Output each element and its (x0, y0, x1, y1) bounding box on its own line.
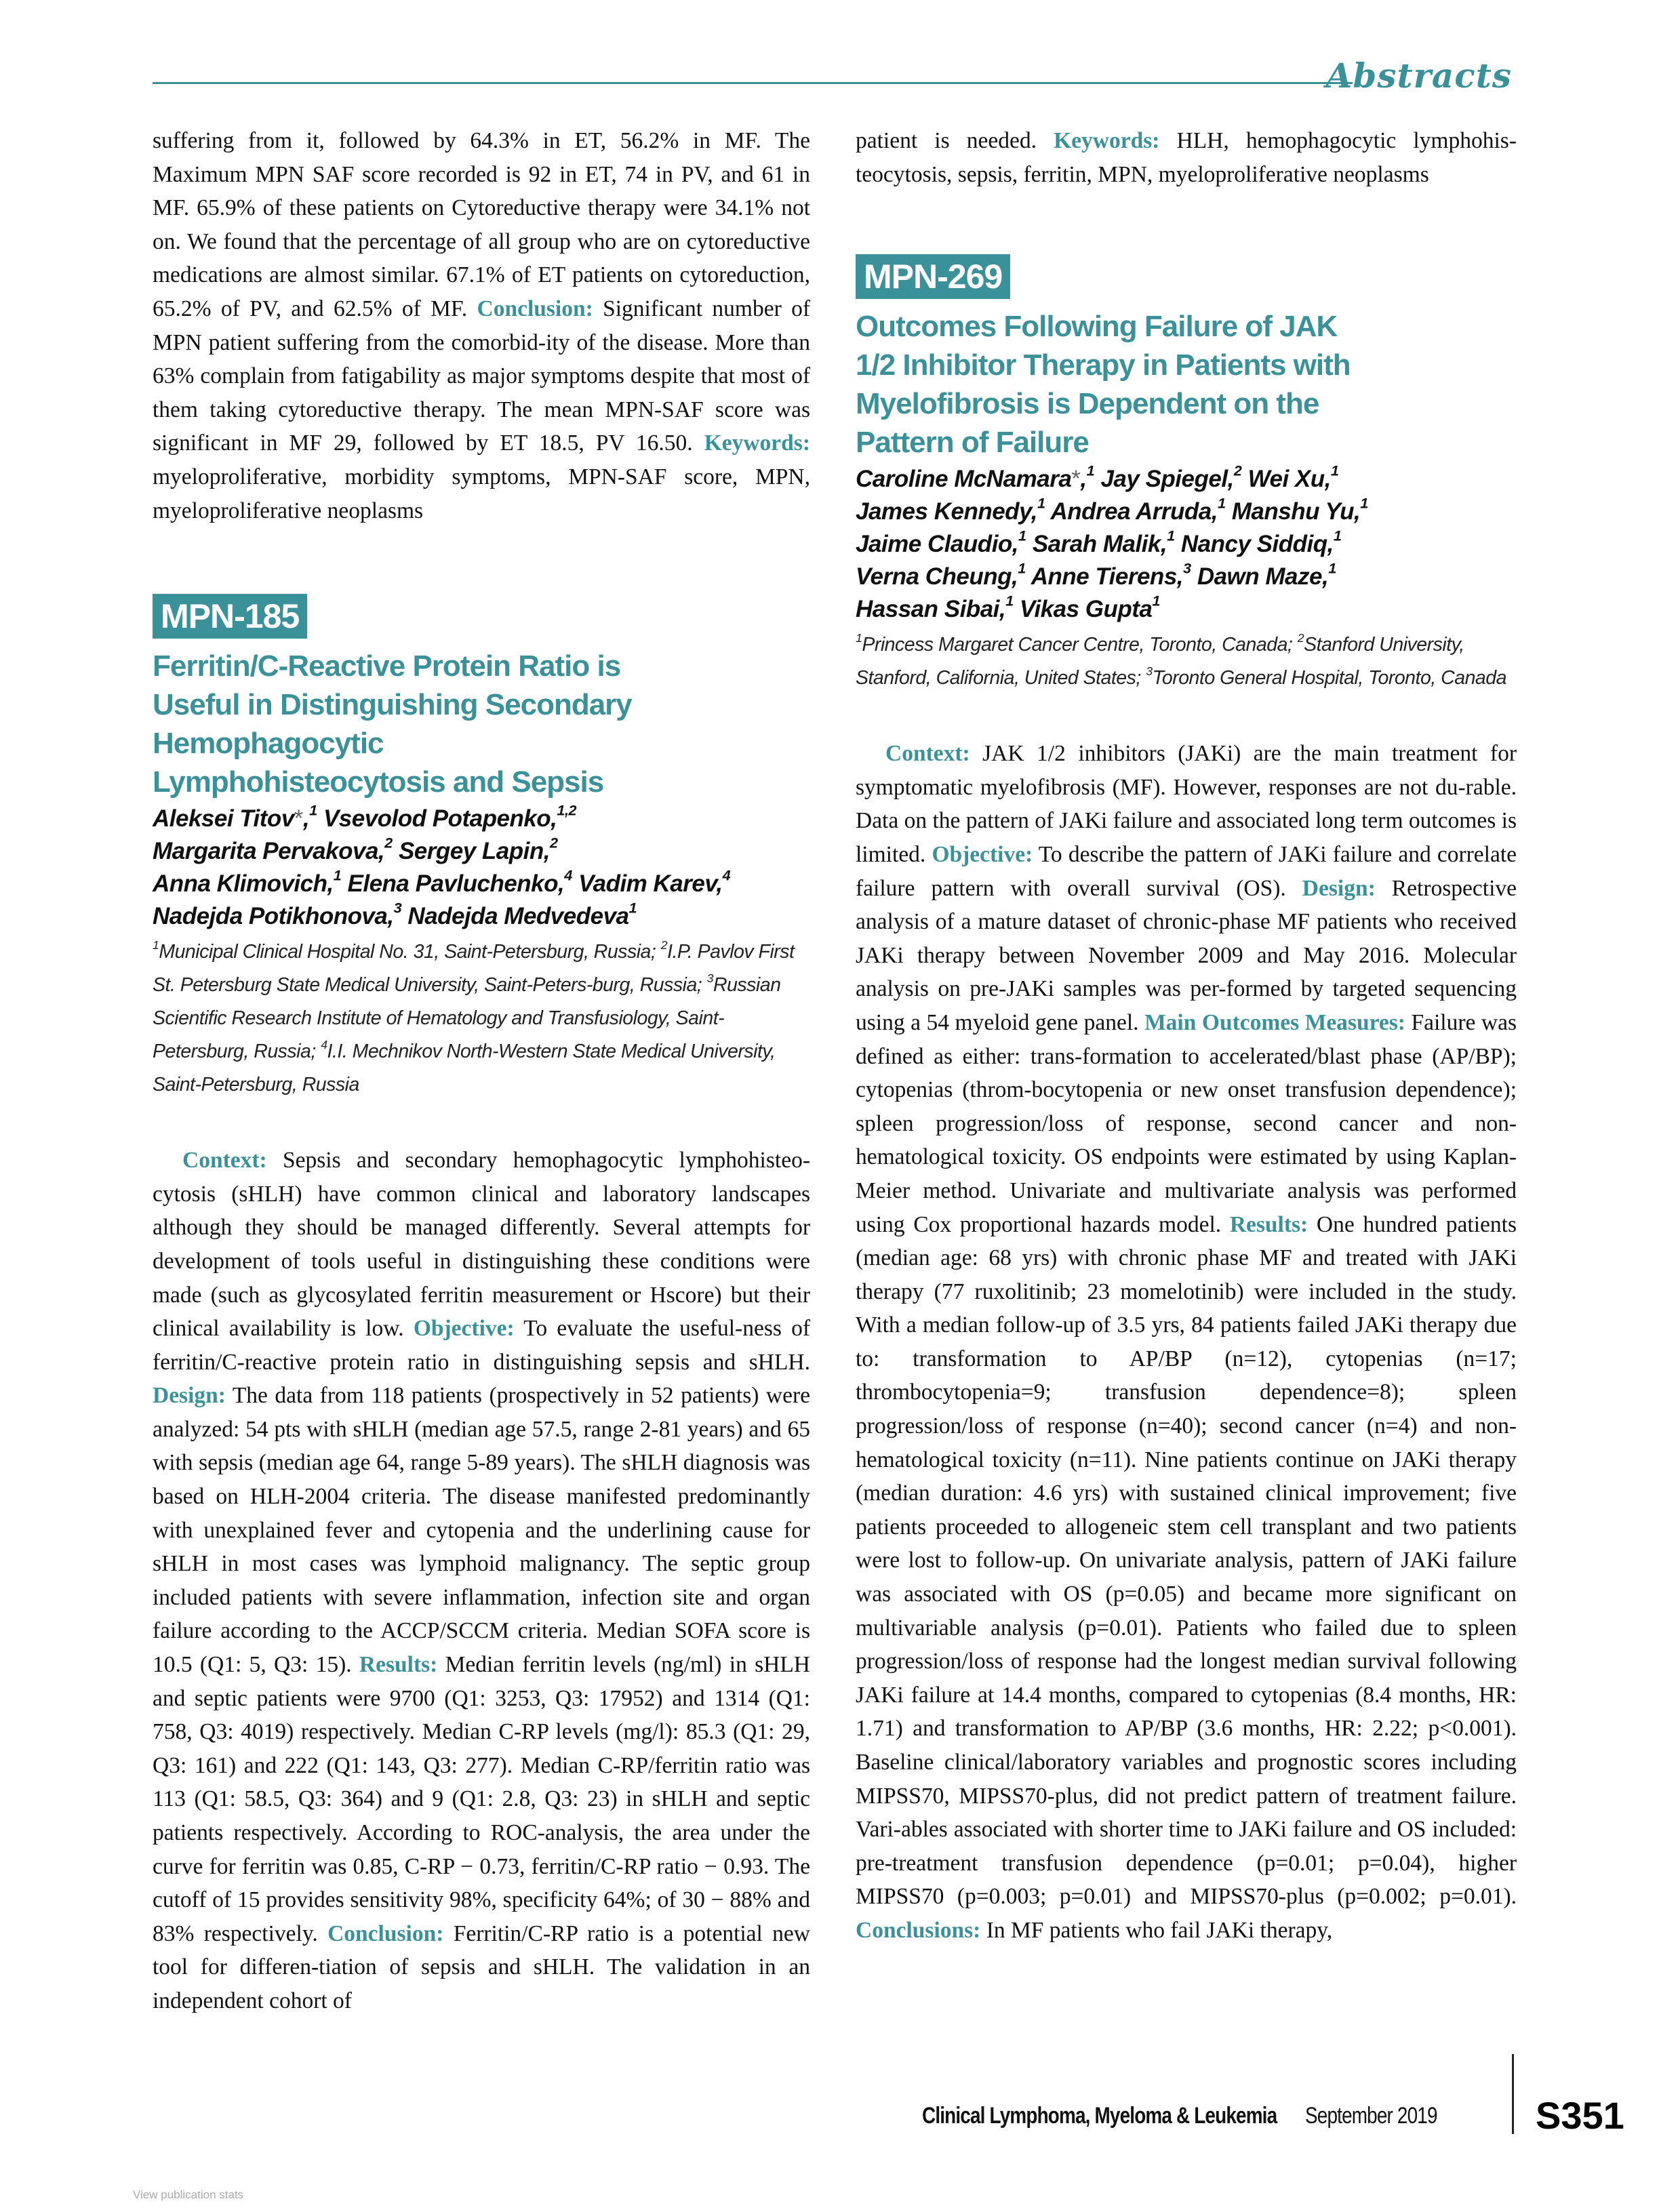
author: Caroline McNamara*,$^1$ (856, 462, 1095, 493)
context-text: Sepsis and secondary hemophagocytic lymphohisteo-cytosis (sHLH) have common clinical and laboratory landscapes although they should be managed differently. Several attempts for development of tools useful in distinguishing these conditions were made (such as glycosylated ferritin measurement or Hscore) but their clinical availability is low. (153, 1148, 810, 1342)
title-line: Outcomes Following Failure of JAK (856, 310, 1338, 344)
context-text: JAK 1/2 inhibitors (JAKi) are the main treatment for symptomatic myelofibrosis (MF). However, responses are not du-rable. Data on the pattern of JAKi failure and associated long term outcomes is limited. (856, 741, 1517, 867)
title-line: Ferritin/C-Reactive Protein Ratio is (153, 649, 621, 683)
results-label: Results: (1229, 1211, 1309, 1237)
section-title: Abstracts (1325, 56, 1512, 96)
footer-divider (1512, 2054, 1514, 2134)
affiliation: I.I. Mechnikov North-Western State Medical University, Saint-Petersburg, Russia (153, 1041, 776, 1096)
footer (922, 2103, 1437, 2129)
main-outcomes-label: Main Outcomes Measures: (1144, 1009, 1405, 1035)
abstract-mpn-185 (153, 594, 810, 2017)
abstract-title (856, 307, 1517, 462)
results-label: Results: (359, 1652, 438, 1678)
author: Wei Xu,$^1$ (1247, 462, 1339, 493)
design-text: Retrospective analysis of a mature dataset of chronic-phase MF patients who received JAKi therapy between November 2009 and May 2016. Molecular analysis on pre-JAKi samples was per-formed by targeted sequencing using a 54 myeloid gene panel. (856, 875, 1517, 1035)
author: Margarita Pervakova,$^2$ (153, 834, 393, 865)
conclusions-text: In MF patients who fail JAKi therapy, (980, 1917, 1333, 1943)
author-list (153, 803, 810, 933)
abstract-id-badge: MPN-185 (153, 594, 307, 639)
objective-text: To evaluate the useful-ness of ferritin/C-reactive protein ratio in distinguishing sepsis and sHLH. (153, 1316, 810, 1375)
title-line: Useful in Distinguishing Secondary (153, 688, 632, 722)
title-line: Myelofibrosis is Dependent on the (856, 387, 1319, 421)
abstract-id-badge: MPN-269 (856, 254, 1010, 299)
objective-label: Objective: (413, 1316, 515, 1342)
author: Jay Spiegel,$^2$ (1100, 462, 1242, 493)
keywords-text: myeloproliferative, morbidity symptoms, MPN-SAF score, MPN, myeloproliferative neoplasms (153, 464, 810, 523)
abstract-mpn-269 (856, 254, 1517, 1947)
author: Vadim Karev,$^4$ (578, 866, 731, 898)
conclusion-label: Conclusion: (477, 296, 593, 321)
conclusion-text: Significant number of MPN patient suffering from the comorbid-ity of the disease. More than 63% complain from fatigability as major symptoms despite that most of them taking cytoreductive therapy. The mean MPN-SAF score was significant in MF 29, followed by ET 18.5, PV 16.50. (153, 296, 810, 456)
author: Sarah Malik,$^1$ (1032, 527, 1175, 558)
author: Sergey Lapin,$^2$ (398, 834, 558, 865)
main-outcomes-text: Failure was defined as either: trans-formation to accelerated/blast phase (AP/BP); cytopenias (throm-bocytopenia or new onset transfusion dependence); spleen progression/loss of response, second cancer and non-hematological toxicity. OS endpoints were estimated by using Kaplan-Meier method. Univariate and multivariate analysis was performed using Cox proportional hazards model. (856, 1009, 1517, 1237)
journal-name: Clinical Lymphoma, Myeloma & Leukemia (922, 2103, 1277, 2129)
keywords-text: HLH, hemophagocytic lymphohis-teocytosis, sepsis, ferritin, MPN, myeloproliferative neoplasms (856, 128, 1517, 187)
author: Manshu Yu,$^1$ (1231, 494, 1368, 525)
affiliation: Stanford University, Stanford, California, United States; (856, 634, 1464, 689)
right-column (856, 124, 1517, 1948)
continued-abstract-text (856, 124, 1517, 191)
conclusions-label: Conclusions: (856, 1917, 981, 1943)
author: Nancy Siddiq,$^1$ (1180, 527, 1342, 558)
title-line: 1/2 Inhibitor Therapy in Patients with (856, 348, 1351, 382)
affiliation: I.P. Pavlov First St. Petersburg State Medical University, Saint-Peters-burg, Russia; (153, 941, 795, 997)
author: Dawn Maze,$^1$ (1197, 559, 1336, 590)
continued-abstract-text (153, 124, 810, 527)
conclusion-label: Conclusion: (327, 1921, 444, 1946)
title-line: Lymphohisteocytosis and Sepsis (153, 765, 604, 799)
conclusion-text: Ferritin/C-RP ratio is a potential new tool for differen-tiation of sepsis and sHLH. The validation in an independent cohort of (153, 1921, 810, 2013)
left-column (153, 124, 810, 2018)
affiliation: Russian Scientific Research Institute of Hematology and Transfusiology, Saint-Petersburg, Russia; (153, 974, 781, 1063)
author: Nadejda Medvedeva$^1$ (407, 899, 637, 930)
author: James Kennedy,$^1$ (856, 494, 1045, 525)
author: Elena Pavluchenko,$^4$ (347, 866, 572, 898)
affiliations: $^1$Municipal Clinical Hospital No. 31, Saint-Petersburg, Russia; $^2$I.P. Pavlov First St. Petersburg State Medical University, Saint-Peters-burg, Russia; $^3$Russian Scientific Research Institute of Hematology and Transfusiology, Saint-Petersburg, Russia; $^4$I.I. Mechnikov North-Western State Medical University, Saint-Petersburg, Russia (153, 938, 795, 1096)
results-text: Median ferritin levels (ng/ml) in sHLH and septic patients were 9700 (Q1: 3253, Q3: 17952) and 1314 (Q1: 758, Q3: 4019) respectively. Median C-RP levels (mg/l): 85.3 (Q1: 29, Q3: 161) and 222 (Q1: 143, Q3: 277). Median C-RP/ferritin ratio was 113 (Q1: 58.5, Q3: 364) and 9 (Q1: 2.8, Q3: 23) in sHLH and septic patients respectively. According to ROC-analysis, the area under the curve for ferritin was 0.85, C-RP − 0.73, ferritin/C-RP ratio − 0.93. The cutoff of 15 provides sensitivity 98%, specificity 64%; of 30 − 88% and 83% respectively. (153, 1652, 810, 1946)
objective-text: To describe the pattern of JAKi failure and correlate failure pattern with overall survival (OS). (856, 841, 1517, 901)
page-number: S351 (1536, 2094, 1624, 2137)
affiliation: Municipal Clinical Hospital No. 31, Saint-Petersburg, Russia; (159, 941, 661, 963)
abstract-title (153, 647, 810, 801)
affiliations: $^1$Princess Margaret Cancer Centre, Toronto, Canada; $^2$Stanford University, Stanford, California, United States; $^3$Toronto General Hospital, Toronto, Canada (856, 630, 1506, 689)
author: Vikas Gupta$^1$ (1019, 592, 1160, 623)
author: Anna Klimovich,$^1$ (153, 866, 342, 898)
author: Vsevolod Potapenko,$^{1,2}$ (323, 801, 577, 832)
author-list (856, 463, 1517, 626)
results-text: One hundred patients (median age: 68 yrs) with chronic phase MF and treated with JAKi therapy (77 ruxolitinib; 23 momelotinib) were included in the study. With a median follow-up of 3.5 yrs, 84 patients failed JAKi therapy due to: transformation to AP/BP (n=12), cytopenias (n=17; thrombocytopenia=9; transfusion dependence=8); spleen progression/loss of response (n=40); second cancer (n=4) and non-hematological toxicity (n=11). Nine patients continue on JAKi therapy (median duration: 4.6 yrs) with sustained clinical improvement; five patients proceeded to allogeneic stem cell transplant and two patients were lost to follow-up. On univariate analysis, pattern of JAKi failure was associated with OS (p=0.05) and became more significant on multivariable analysis (p=0.01). Patients who failed due to spleen progression/loss of response had the longest median survival following JAKi failure at 14.4 months, compared to cytopenias (8.4 months, HR: 1.71) and transformation to AP/BP (3.6 months, HR: 2.22; p<0.001). Baseline clinical/laboratory variables and prognostic scores including MIPSS70, MIPSS70-plus, did not predict pattern of treatment failure. Vari-ables associated with shorter time to JAKi failure and OS included: pre-treatment transfusion dependence (p=0.01; p=0.04), higher MIPSS70 (p=0.003; p=0.01) and MIPSS70-plus (p=0.002; p=0.01). (856, 1211, 1517, 1910)
author: Anne Tierens,$^3$ (1031, 559, 1191, 590)
author: Andrea Arruda,$^1$ (1050, 494, 1226, 525)
objective-label: Objective: (932, 841, 1033, 867)
affiliation: Toronto General Hospital, Toronto, Canada (1152, 667, 1506, 689)
keywords-label: Keywords: (704, 430, 810, 456)
title-line: Hemophagocytic (153, 727, 384, 761)
abstract-body (856, 737, 1517, 1947)
title-line: Pattern of Failure (856, 426, 1089, 460)
issue-date: September 2019 (1305, 2103, 1437, 2129)
author: Hassan Sibai,$^1$ (856, 592, 1014, 623)
design-text: The data from 118 patients (prospectively in 52 patients) were analyzed: 54 pts with sHLH (median age 57.5, range 2-81 years) and 65 with sepsis (median age 64, range 5-89 years). The sHLH diagnosis was based on HLH-2004 criteria. The disease manifested predominantly with unexplained fever and cytopenia and the underlining cause for sHLH in most cases was lymphoid malignancy. The septic group included patients with severe inflammation, infection site and organ failure according to the ACCP/SCCM criteria. Median SOFA score is 10.5 (Q1: 5, Q3: 15). (153, 1383, 810, 1678)
author: Verna Cheung,$^1$ (856, 559, 1026, 590)
affiliation: Princess Margaret Cancer Centre, Toronto, Canada; (862, 634, 1298, 656)
view-publication-stats-link[interactable]: View publication stats (133, 2188, 244, 2201)
abstract-body (153, 1144, 810, 2017)
context-label: Context: (182, 1148, 267, 1173)
continued-text: patient is needed. (856, 128, 1054, 153)
continued-results-text: suffering from it, followed by 64.3% in ET, 56.2% in MF. The Maximum MPN SAF score recorded is 92 in ET, 74 in PV, and 61 in MF. 65.9% of these patients on Cytoreductive therapy were 34.1% not on. We found that the percentage of all group who are on cytoreductive medications are almost similar. 67.1% of ET patients on cytoreduction, 65.2% of PV, and 62.5% of MF. (153, 128, 810, 321)
header-rule (153, 82, 1353, 84)
author: Jaime Claudio,$^1$ (856, 527, 1026, 558)
design-label: Design: (1302, 875, 1376, 901)
author: Aleksei Titov*,$^1$ (153, 801, 317, 832)
author: Nadejda Potikhonova,$^3$ (153, 899, 402, 930)
keywords-label: Keywords: (1054, 128, 1160, 153)
context-label: Context: (885, 741, 970, 767)
design-label: Design: (153, 1383, 226, 1409)
